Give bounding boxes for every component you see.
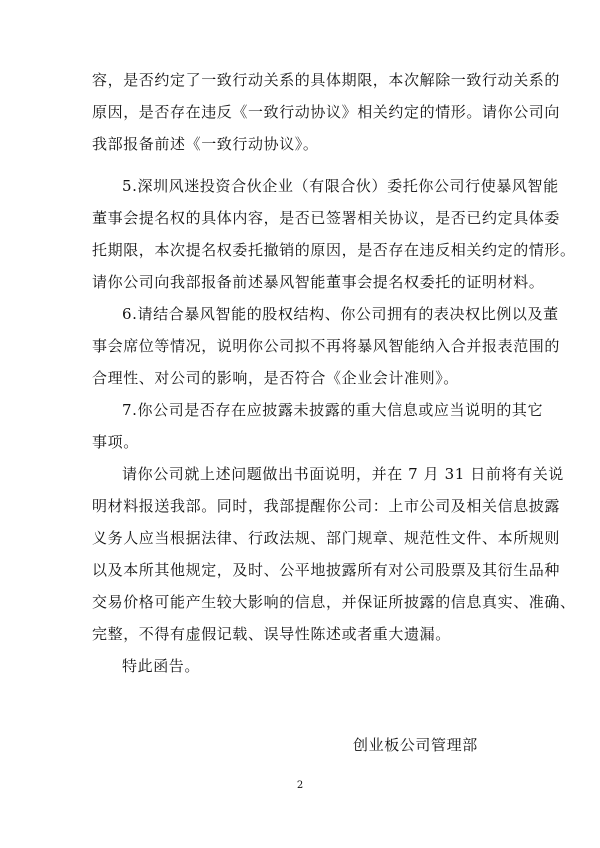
text-line: 事会席位等情况，说明你公司拟不再将暴风智能纳入合并报表范围的 <box>92 337 561 355</box>
text-line: 交易价格可能产生较大影响的信息，并保证所披露的信息真实、准确、 <box>92 593 576 611</box>
text-line: 我部报备前述《一致行动协议》。 <box>92 135 319 153</box>
page-number: 2 <box>296 780 304 791</box>
paragraph-item-6 <box>92 298 561 394</box>
text-line: 明材料报送我部。同时，我部提醒你公司：上市公司及相关信息披露 <box>92 497 561 515</box>
paragraph-continuation <box>92 64 561 160</box>
text-line: 6.请结合暴风智能的股权结构、你公司拥有的表决权比例以及董 <box>122 305 559 323</box>
paragraph-item-7 <box>92 394 544 458</box>
paragraph-closing <box>92 650 510 682</box>
text-line: 请你公司向我部报备前述暴风智能董事会提名权委托的证明材料。 <box>92 273 545 291</box>
paragraph-request <box>92 458 576 650</box>
text-line: 事项。 <box>92 433 139 451</box>
text-line: 合理性、对公司的影响，是否符合《企业会计准则》。 <box>92 369 459 387</box>
signature: 创业板公司管理部 <box>353 736 478 754</box>
text-line: 原因，是否存在违反《一致行动协议》相关约定的情形。请你公司向 <box>92 103 561 121</box>
text-line: 特此函告。 <box>122 657 201 675</box>
text-line: 容，是否约定了一致行动关系的具体期限，本次解除一致行动关系的 <box>92 71 561 89</box>
text-line: 托期限，本次提名权委托撤销的原因，是否存在违反相关约定的情形。 <box>92 241 576 259</box>
text-line: 请你公司就上述问题做出书面说明，并在 7 月 31 日前将有关说 <box>122 465 564 483</box>
paragraph-item-5 <box>92 170 576 298</box>
text-line: 7.你公司是否存在应披露未披露的重大信息或应当说明的其它 <box>122 401 544 419</box>
text-line: 义务人应当根据法律、行政法规、部门规章、规范性文件、本所规则 <box>92 529 561 547</box>
text-line: 以及本所其他规定，及时、公平地披露所有对公司股票及其衍生品种 <box>92 561 561 579</box>
text-line: 完整，不得有虚假记载、误导性陈述或者重大遗漏。 <box>92 625 451 643</box>
text-line: 董事会提名权的具体内容，是否已签署相关协议，是否已约定具体委 <box>92 209 561 227</box>
text-line: 5.深圳风迷投资合伙企业（有限合伙）委托你公司行使暴风智能 <box>122 177 559 195</box>
